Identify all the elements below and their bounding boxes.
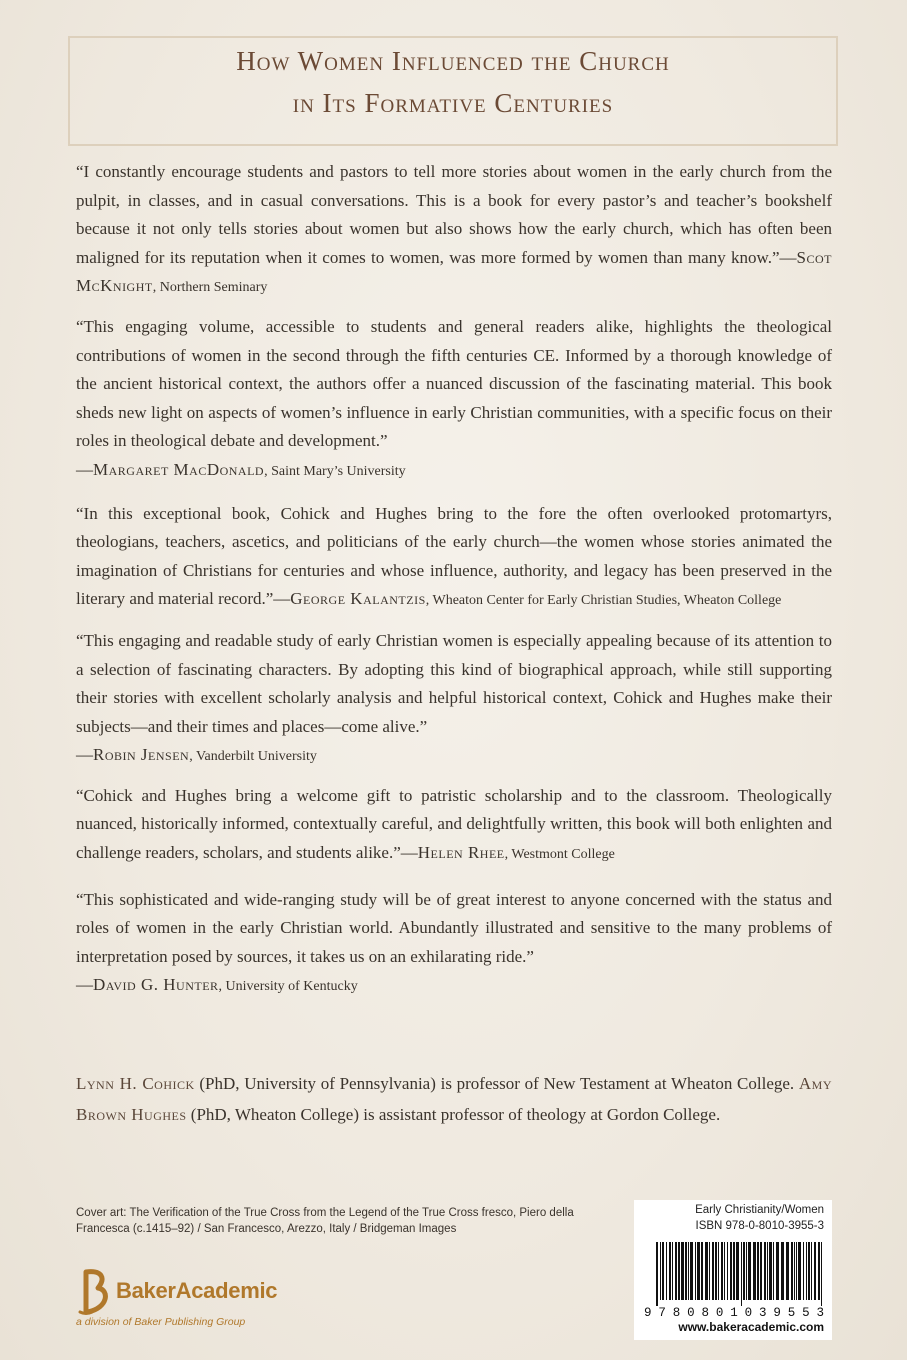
endorsement-dash: — (400, 843, 418, 863)
barcode-bar (733, 1242, 735, 1300)
barcode-bar (705, 1242, 708, 1300)
barcode-bar (701, 1242, 703, 1300)
isbn: ISBN 978-0-8010-3955-3 (695, 1220, 824, 1232)
endorsement-text: “I constantly encourage students and pastors to tell more stories about women in the early church from the pulpit, in classes, and in casual conversations. This is a book for every pastor’s and teacher’s bookshelf because it not only tells stories about women but also shows how the early church, which has often been maligned for its reputation when it comes to women, was more formed by women than many know.” (76, 162, 832, 267)
baker-b-icon (76, 1268, 116, 1316)
endorsement-dash: — (76, 975, 93, 995)
barcode-bar (743, 1242, 745, 1300)
barcode (642, 1240, 828, 1318)
barcode-bar (769, 1242, 772, 1300)
barcode-bar (776, 1242, 779, 1300)
publisher-tagline: a division of Baker Publishing Group (76, 1316, 246, 1328)
endorsement-text: “In this exceptional book, Cohick and Hughes bring to the fore the often overlooked protomartyrs, theologians, teachers, ascetics, and politicians of the early church—the women whose stories animated the imagination of Christians for centuries and whose influence, authority, and legacy has been preserved in the literary and material record.” (76, 503, 832, 609)
barcode-bar (730, 1242, 732, 1300)
author-name-2: Amy Brown Hughes (76, 1074, 832, 1124)
endorser-name: David G. Hunter (93, 975, 219, 995)
author-bio-2: (PhD, Wheaton College) is assistant professor of theology at Gordon College. (186, 1105, 721, 1124)
barcode-bar (796, 1242, 797, 1300)
barcode-bar (712, 1242, 714, 1300)
barcode-bar (753, 1242, 756, 1300)
barcode-bar (718, 1242, 719, 1300)
barcode-bar (721, 1242, 723, 1300)
publisher-url: www.bakeracademic.com (678, 1320, 824, 1334)
barcode-bar (757, 1242, 759, 1300)
endorser-institution: , University of Kentucky (218, 979, 358, 995)
endorser-name: George Kalantzis (290, 589, 426, 609)
barcode-digits: 9780801039553 (644, 1306, 824, 1318)
author-name-1: Lynn H. Cohick (76, 1074, 195, 1093)
barcode-bar (669, 1242, 671, 1300)
barcode-bar (681, 1242, 684, 1300)
endorser-institution: , Northern Seminary (152, 280, 268, 296)
barcode-bar (695, 1242, 696, 1300)
barcode-bar (690, 1242, 693, 1300)
barcode-bar (741, 1242, 742, 1306)
endorser-name: Helen Rhee (417, 843, 505, 863)
endorsement-dash: — (779, 247, 797, 267)
barcode-bar (746, 1242, 747, 1300)
barcode-bar (786, 1242, 789, 1300)
barcode-bar (727, 1242, 728, 1300)
endorsement-text: “This sophisticated and wide-ranging study will be of great interest to anyone concerned with the status and roles of women in the early Christian world. Abundantly illustrated and sensitive to the many problems of interpretation posed by sources, it takes us on an exhilarating ride.” (76, 889, 832, 966)
title-line-2: in Its Formative Centuries (292, 88, 614, 118)
barcode-bar (794, 1242, 795, 1300)
endorsement-text: “This engaging and readable study of early Christian women is especially appealing because of its attention to a selection of fascinating characters. By adopting this kind of biographical approach, while still supporting their stories with excellent scholarly analysis and helpful historical context, Cohick and Hughes make their subjects—and their times and places—come alive.” (76, 630, 832, 736)
barcode-bar (724, 1242, 725, 1300)
barcode-bar (798, 1242, 801, 1300)
barcode-bar (660, 1242, 661, 1300)
barcode-bar (806, 1242, 807, 1300)
title-line-1: How Women Influenced the Church (236, 46, 670, 76)
title-box (68, 36, 838, 146)
barcode-bar (760, 1242, 762, 1300)
barcode-bar (811, 1242, 812, 1300)
barcode-bar (803, 1242, 804, 1300)
endorsement-dash: — (273, 589, 291, 609)
endorsement-text: “Cohick and Hughes bring a welcome gift to patristic scholarship and to the classroom. Theologically nuanced, historically informed, contextually careful, and delightfully written, this book will both enlighten and challenge readers, scholars, and students alike.” (76, 785, 832, 863)
cover-art-credit: Cover art: The Verification of the True Cross from the Legend of the True Cross fresco, Piero della Francesca (c.1415–92) / San Francesco, Arezzo, Italy / Bridgeman Images (76, 1207, 574, 1235)
barcode-bar (736, 1242, 739, 1300)
author-bio-1: (PhD, University of Pennsylvania) is professor of New Testament at Wheaton College. (194, 1074, 799, 1093)
barcode-bar (748, 1242, 751, 1300)
barcode-bar (715, 1242, 717, 1300)
endorsements (76, 158, 832, 1002)
endorser-name: Margaret MacDonald (93, 459, 265, 479)
barcode-bar (697, 1242, 700, 1300)
endorser-name: Scot McKnight (76, 247, 832, 296)
endorsement (76, 313, 832, 487)
bisac-category: Early Christianity/Women (695, 1204, 824, 1216)
barcode-bar (688, 1242, 689, 1300)
barcode-bar (666, 1242, 667, 1300)
barcode-bar (662, 1242, 664, 1300)
barcode-bar (656, 1242, 658, 1306)
barcode-bar (773, 1242, 774, 1300)
endorser-name: Robin Jensen (93, 745, 190, 765)
barcode-bar (685, 1242, 687, 1300)
barcode-bar (678, 1242, 680, 1300)
barcode-bar (781, 1242, 784, 1300)
barcode-bar (818, 1242, 820, 1300)
barcode-bar (767, 1242, 768, 1300)
barcode-panel (634, 1200, 832, 1340)
endorser-institution: , Wheaton Center for Early Christian Studies, Wheaton College (425, 593, 782, 609)
barcode-bar (672, 1242, 673, 1300)
barcode-bar (791, 1242, 793, 1300)
endorsement (76, 500, 832, 616)
barcode-bar (709, 1242, 710, 1300)
publisher-name: BakerAcademic (116, 1278, 278, 1303)
endorsement (76, 627, 832, 772)
barcode-bar (821, 1242, 822, 1306)
endorsement-dash: — (76, 459, 93, 479)
endorsement-dash: — (76, 745, 93, 765)
endorsement (76, 158, 832, 303)
barcode-bar (764, 1242, 766, 1300)
endorsement (76, 886, 832, 1002)
barcode-bar (675, 1242, 677, 1300)
author-bio (76, 1068, 832, 1130)
endorser-institution: , Saint Mary’s University (264, 463, 406, 479)
publisher-logo (76, 1268, 336, 1332)
endorser-institution: , Westmont College (504, 847, 615, 863)
barcode-bar (814, 1242, 816, 1300)
endorsement-text: “This engaging volume, accessible to students and general readers alike, highlights the theological contributions of women in the second through the fifth centuries CE. Informed by a thorough knowledge of the ancient historical context, the authors offer a nuanced discussion of the fascinating material. This book sheds new light on aspects of women’s influence in early Christian communities, with a specific focus on their roles in theological debate and development.” (76, 316, 832, 451)
barcode-bar (808, 1242, 810, 1300)
endorser-institution: , Vanderbilt University (189, 749, 317, 765)
endorsement (76, 782, 832, 870)
